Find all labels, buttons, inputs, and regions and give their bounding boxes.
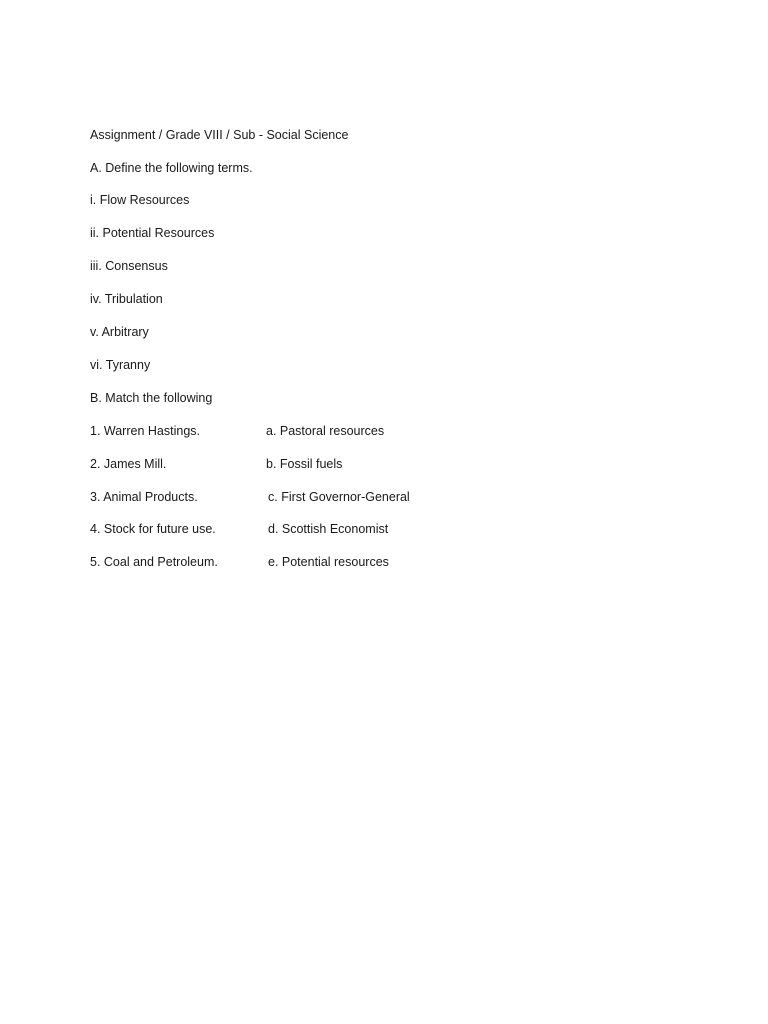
match-left-item: 2. James Mill. [90,457,167,471]
section-a-heading: A. Define the following terms. [90,161,253,175]
document-header: Assignment / Grade VIII / Sub - Social Science [90,128,349,142]
term-item: i. Flow Resources [90,193,190,207]
term-item: v. Arbitrary [90,325,149,339]
match-left-item: 5. Coal and Petroleum. [90,555,218,569]
section-b-heading: B. Match the following [90,391,213,405]
term-item: iii. Consensus [90,259,168,273]
term-item: iv. Tribulation [90,292,163,306]
match-right-item: a. Pastoral resources [266,424,385,438]
match-row [90,554,510,570]
match-right-item: d. Scottish Economist [268,522,389,536]
match-right-item: e. Potential resources [268,555,389,569]
match-right-item: b. Fossil fuels [266,457,343,471]
match-row [90,423,510,439]
match-row [90,521,510,537]
term-item: vi. Tyranny [90,358,151,372]
match-row [90,456,510,472]
match-left-item: 1. Warren Hastings. [90,424,200,438]
match-right-item: c. First Governor-General [268,490,410,504]
match-left-item: 4. Stock for future use. [90,522,216,536]
term-item: ii. Potential Resources [90,226,215,240]
match-row [90,489,510,505]
match-left-item: 3. Animal Products. [90,490,198,504]
